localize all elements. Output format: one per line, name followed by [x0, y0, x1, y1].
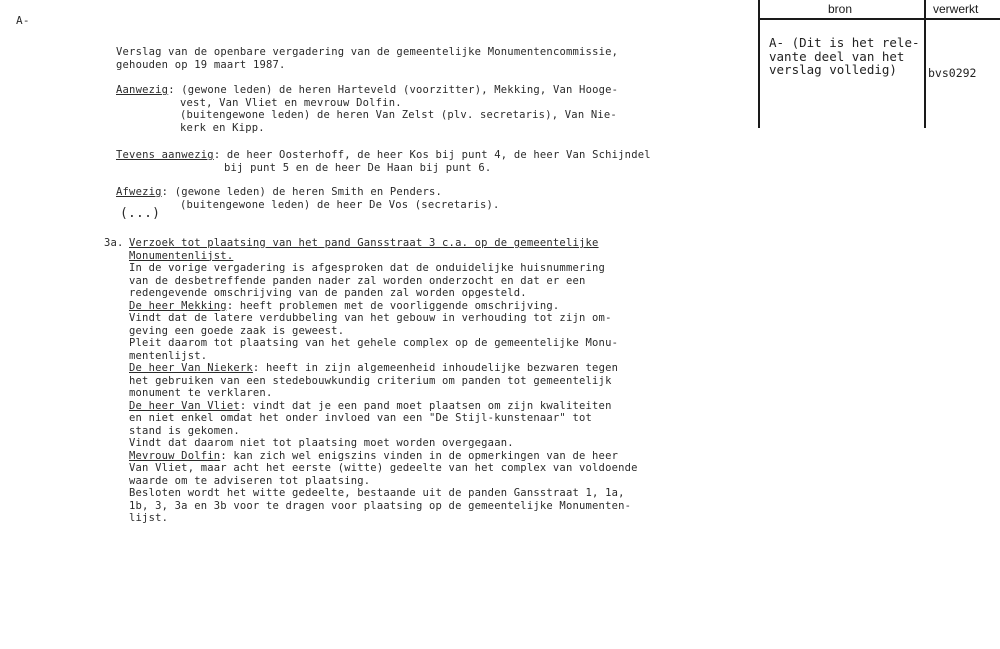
title-line: gehouden op 19 maart 1987.: [116, 58, 286, 71]
present-line: vest, Van Vliet en mevrouw Dolfin.: [180, 96, 402, 109]
item-heading-line: Verzoek tot plaatsing van het pand Gansstraat 3 c.a. op de gemeentelijke: [129, 237, 599, 249]
body-text: mentenlijst.: [129, 349, 208, 362]
col-header-verwerkt: verwerkt: [933, 2, 979, 16]
body-text: Vindt dat daarom niet tot plaatsing moet worden overgegaan.: [129, 437, 514, 449]
body-line: [129, 312, 638, 325]
body-text: het gebruiken van een stedebouwkundig criterium om panden tot gemeentelijk: [129, 374, 612, 387]
body-line: [129, 487, 638, 500]
omission-marker: (...): [120, 206, 161, 221]
body-text: van de desbetreffende panden nader zal worden onderzocht en dat er een: [129, 274, 586, 287]
attendance-present: [116, 84, 618, 134]
body-line: [129, 437, 638, 450]
body-text: : heeft problemen met de voorliggende omschrijving.: [226, 299, 560, 312]
body-text: lijst.: [129, 512, 169, 524]
body-text: geving een goede zaak is geweest.: [129, 324, 345, 337]
also-present-line: : de heer Oosterhoff, de heer Kos bij punt 4, de heer Van Schijndel: [213, 149, 651, 161]
body-line: [129, 462, 638, 475]
body-line: [129, 287, 638, 300]
body-line: [129, 387, 638, 400]
also-present-line: bij punt 5 en de heer De Haan bij punt 6.: [224, 161, 492, 174]
body-text: Van Vliet, maar acht het eerste (witte) gedeelte van het complex van voldoende: [129, 462, 638, 474]
also-present-label: Tevens aanwezig: [116, 149, 214, 161]
body-text: waarde om te adviseren tot plaatsing.: [129, 474, 371, 487]
page-marker: A-: [16, 14, 30, 27]
table-header-rule: [758, 18, 1000, 20]
body-line: [129, 362, 638, 375]
speaker-name: De heer Van Niekerk: [129, 362, 253, 374]
source-note: [769, 36, 920, 77]
title-line: Verslag van de openbare vergadering van de gemeentelijke Monumentencommissie,: [116, 46, 619, 58]
present-line: : (gewone leden) de heren Harteveld (voorzitter), Mekking, Van Hooge-: [168, 84, 619, 96]
body-line: [129, 337, 638, 350]
body-text: 1b, 3, 3a en 3b voor te dragen voor plaatsing op de gemeentelijke Monumenten-: [129, 499, 632, 512]
absent-label: Afwezig: [116, 186, 162, 198]
item-heading-line: Monumentenlijst.: [129, 249, 234, 262]
present-line: kerk en Kipp.: [180, 121, 265, 134]
absent-line: : (gewone leden) de heren Smith en Penders.: [161, 186, 443, 198]
body-line: [129, 500, 638, 513]
body-text: en niet enkel omdat het onder invloed van een "De Stijl-kunstenaar" tot: [129, 412, 593, 424]
body-text: : heeft in zijn algemeenheid inhoudelijke bezwaren tegen: [252, 362, 619, 374]
body-line: [129, 350, 638, 363]
body-line: [129, 400, 638, 413]
item-heading: [129, 237, 599, 262]
body-text: Pleit daarom tot plaatsing van het gehele complex op de gemeentelijke Monu-: [129, 337, 619, 349]
body-text: Besloten wordt het witte gedeelte, bestaande uit de panden Gansstraat 1, 1a,: [129, 487, 625, 499]
body-line: [129, 275, 638, 288]
speaker-name: De heer Van Vliet: [129, 399, 240, 412]
body-text: redengevende omschrijving van de panden zal worden opgesteld.: [129, 287, 527, 299]
speaker-name: Mevrouw Dolfin: [129, 449, 221, 462]
body-text: : kan zich wel enigszins vinden in de opmerkingen van de heer: [220, 449, 619, 462]
body-line: [129, 425, 638, 438]
attendance-also-present: [116, 149, 651, 174]
body-line: [129, 475, 638, 488]
item-body: [129, 262, 638, 525]
body-text: Vindt dat de latere verdubbeling van het gebouw in verhouding tot zijn om-: [129, 312, 612, 324]
present-line: (buitengewone leden) de heren Van Zelst (plv. secretaris), Van Nie-: [180, 109, 617, 121]
body-line: [129, 512, 638, 525]
col-header-bron: bron: [828, 2, 853, 16]
body-line: [129, 262, 638, 275]
document-title: [116, 46, 618, 71]
body-line: [129, 412, 638, 425]
processed-code: bvs0292: [928, 66, 977, 80]
absent-line: (buitengewone leden) de heer De Vos (secretaris).: [180, 198, 500, 211]
body-text: In de vorige vergadering is afgesproken dat de onduidelijke huisnummering: [129, 262, 606, 274]
attendance-absent: [116, 186, 500, 211]
body-line: [129, 300, 638, 313]
body-text: : vindt dat je een pand moet plaatsen om zijn kwaliteiten: [239, 399, 612, 412]
body-text: stand is gekomen.: [129, 424, 240, 437]
source-note-line: vante deel van het: [769, 48, 905, 64]
item-number: 3a.: [104, 237, 124, 249]
present-label: Aanwezig: [116, 84, 169, 96]
body-line: [129, 325, 638, 338]
speaker-name: De heer Mekking: [129, 299, 227, 312]
source-note-line: A- (Dit is het rele-: [769, 35, 920, 50]
body-line: [129, 450, 638, 463]
body-line: [129, 375, 638, 388]
body-text: monument te verklaren.: [129, 387, 273, 399]
source-note-line: verslag volledig): [769, 62, 897, 77]
